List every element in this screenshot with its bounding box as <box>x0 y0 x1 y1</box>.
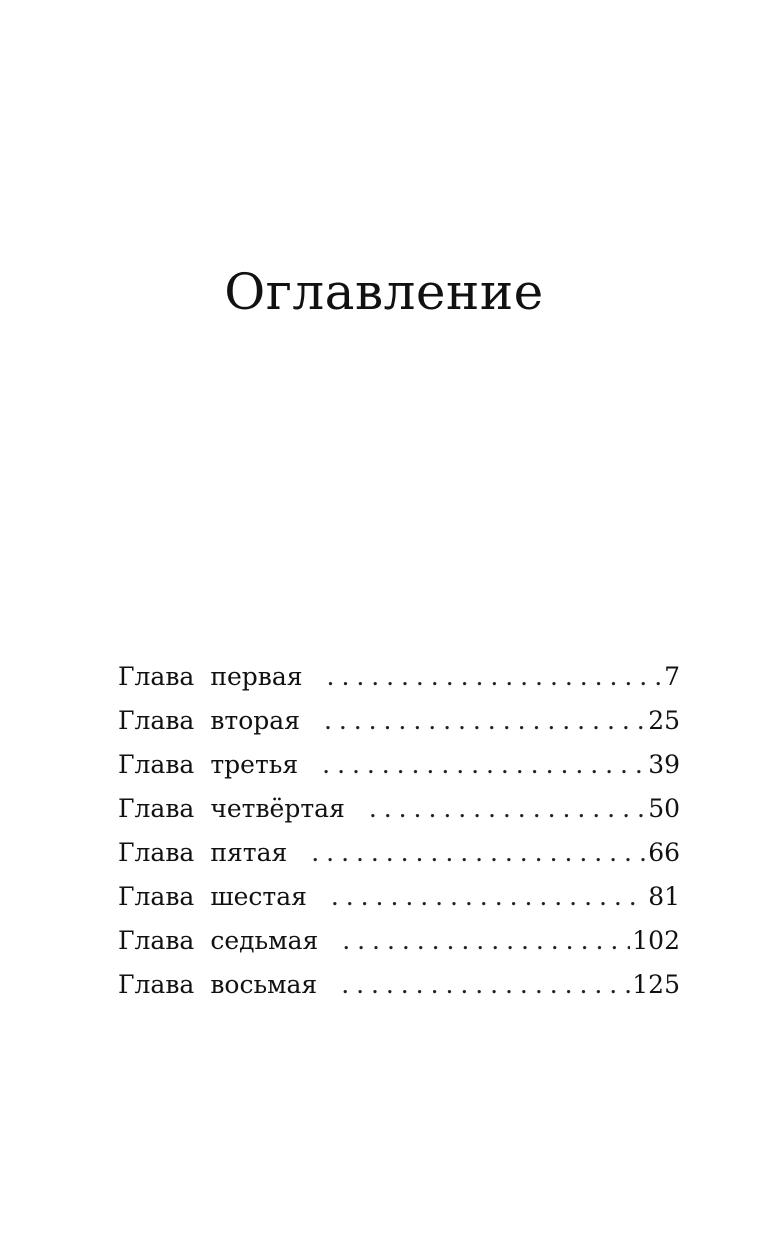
toc-entry-page: 25 <box>648 706 680 735</box>
toc-entry-page: 102 <box>632 926 680 955</box>
toc-entry-page: 81 <box>648 882 680 911</box>
toc-entry-6[interactable] <box>118 875 680 919</box>
toc-entry-page: 50 <box>648 794 680 823</box>
toc-entry-page: 66 <box>648 838 680 867</box>
toc-entry-title: восьмая <box>210 970 318 999</box>
toc-entry-label: Глава <box>118 838 195 867</box>
toc-dot-leader <box>327 655 663 699</box>
toc-entry-label: Глава <box>118 926 195 955</box>
page-title: Оглавление <box>224 263 544 321</box>
toc-entry-page: 125 <box>632 970 680 999</box>
toc-entry-title: вторая <box>210 706 300 735</box>
toc-entry-title: шестая <box>210 882 307 911</box>
toc-dot-leader <box>331 875 646 919</box>
toc-entry-title: седьмая <box>210 926 319 955</box>
toc-entry-title: третья <box>210 750 299 779</box>
toc-dot-leader <box>369 787 646 831</box>
toc-entry-label: Глава <box>118 706 195 735</box>
toc-dot-leader <box>322 743 646 787</box>
toc-dot-leader <box>341 963 630 1007</box>
toc-entry-1[interactable] <box>118 655 680 699</box>
toc-entry-3[interactable] <box>118 743 680 787</box>
toc-dot-leader <box>324 699 646 743</box>
toc-dot-leader <box>342 919 630 963</box>
toc-entry-label: Глава <box>118 970 195 999</box>
table-of-contents <box>118 655 680 1007</box>
toc-entry-4[interactable] <box>118 787 680 831</box>
toc-entry-page: 7 <box>664 662 680 691</box>
toc-entry-title: пятая <box>210 838 288 867</box>
toc-entry-title: первая <box>210 662 303 691</box>
toc-entry-page: 39 <box>648 750 680 779</box>
toc-entry-label: Глава <box>118 882 195 911</box>
toc-entry-title: четвёртая <box>210 794 345 823</box>
toc-entry-label: Глава <box>118 750 195 779</box>
toc-entry-7[interactable] <box>118 919 680 963</box>
toc-entry-5[interactable] <box>118 831 680 875</box>
toc-entry-2[interactable] <box>118 699 680 743</box>
toc-entry-label: Глава <box>118 662 195 691</box>
toc-entry-8[interactable] <box>118 963 680 1007</box>
toc-entry-label: Глава <box>118 794 195 823</box>
toc-dot-leader <box>311 831 646 875</box>
